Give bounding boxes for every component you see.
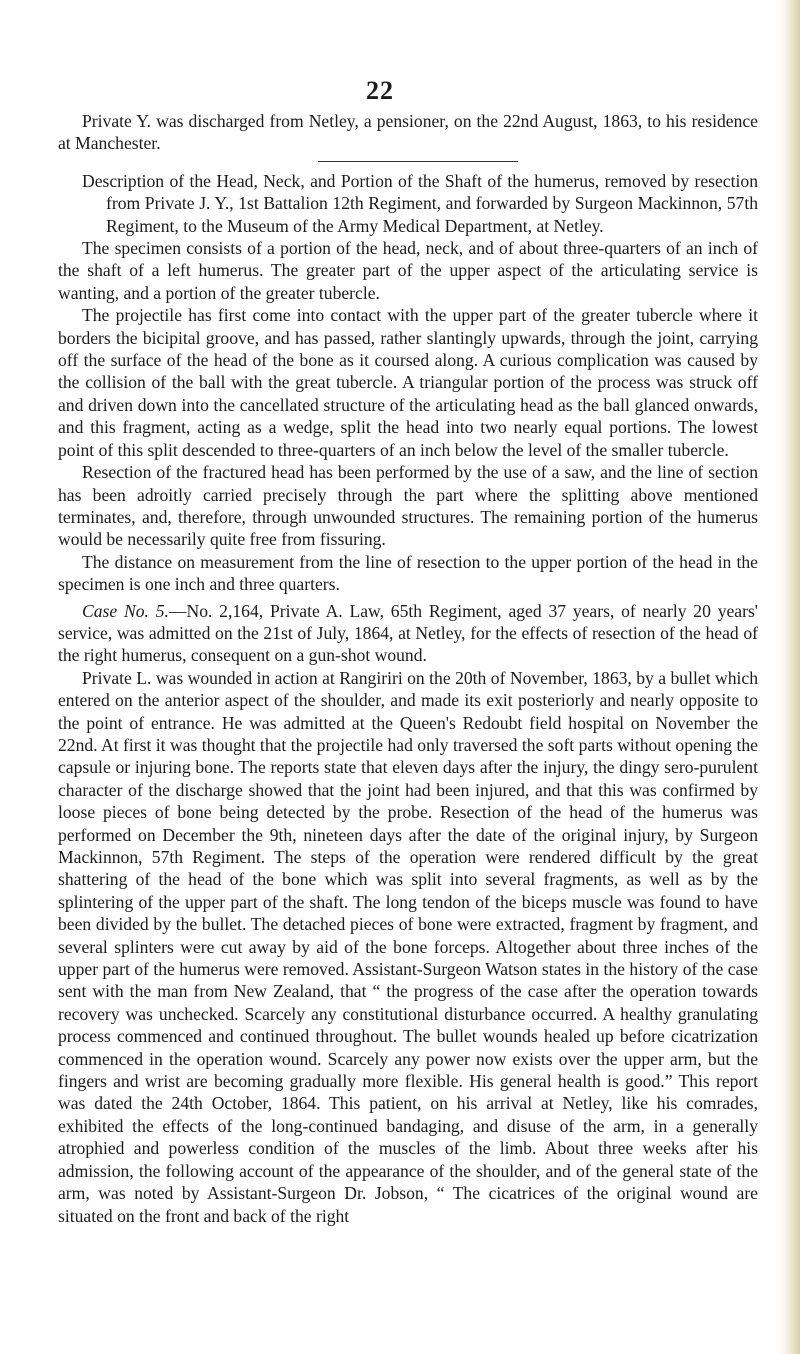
body-text	[58, 110, 758, 1227]
section-divider	[318, 161, 518, 162]
paragraph-resection: Resection of the fractured head has been performed by the use of a saw, and the line of section has been adroitly carried precisely through the part where the splitting above mentioned terminates, and, therefore, through unwounded structures. The remaining portion of the humerus would be necessarily quite free from fissuring.	[58, 462, 758, 550]
paragraph-projectile: The projectile has first come into contact with the upper part of the greater tubercle where it borders the bicipital groove, and has passed, rather slantingly upwards, through the joint, carrying off the surface of the head of the bone as it coursed along. A curious complication was caused by the collision of the ball with the great tubercle. A triangular portion of the process was struck off and driven down into the cancellated structure of the articulating head as the ball glanced onwards, and this fragment, acting as a wedge, split the head into two nearly equal portions. The lowest point of this split descended to three-quarters of an inch below the level of the smaller tubercle.	[58, 305, 758, 460]
paragraph-discharge: Private Y. was discharged from Netley, a pensioner, on the 22nd August, 1863, to his residence at Manchester.	[58, 111, 758, 154]
paragraph-description-heading: Description of the Head, Neck, and Portion of the Shaft of the humerus, removed by resection from Private J. Y., 1st Battalion 12th Regiment, and forwarded by Surgeon Mackinnon, 57th Regiment, to the Museum of the Army Medical Department, at Netley.	[82, 170, 758, 236]
paragraph-specimen: The specimen consists of a portion of the head, neck, and of about three-quarters of an inch of the shaft of a left humerus. The greater part of the upper aspect of the articulating service is wanting, and a portion of the greater tubercle.	[58, 238, 758, 303]
paragraph-distance: The distance on measurement from the line of resection to the upper portion of the head in the specimen is one inch and three quarters.	[58, 551, 758, 595]
page-edge	[778, 0, 800, 1354]
case-label: Case No. 5.	[82, 600, 169, 621]
paragraph-case-intro	[58, 600, 758, 667]
page-number: 22	[366, 76, 394, 105]
case-intro-text: —No. 2,164, Private A. Law, 65th Regiment, aged 37 years, of nearly 20 years' service, was admitted on the 21st of July, 1864, at Netley, for the effects of resection of the head of the right humerus, consequent on a gun-shot wound.	[58, 600, 758, 666]
paragraph-case-history: Private L. was wounded in action at Rangiriri on the 20th of November, 1863, by a bullet which entered on the anterior aspect of the shoulder, and made its exit posteriorly and nearly opposite to the point of entrance. He was admitted at the Queen's Redoubt field hospital on November the 22nd. At first it was thought that the projectile had only traversed the soft parts without opening the capsule or injuring bone. The reports state that eleven days after the injury, the dingy sero-purulent character of the discharge showed that the joint had been injured, and that this was confirmed by loose pieces of bone being detected by the probe. Resection of the head of the humerus was performed on December the 9th, nineteen days after the date of the original injury, by Surgeon Mackinnon, 57th Regiment. The steps of the operation were rendered difficult by the great shattering of the head of the bone which was split into several fragments, as well as by the splintering of the upper part of the shaft. The long tendon of the biceps muscle was found to have been divided by the bullet. The detached pieces of bone were extracted, fragment by fragment, and several splinters were cut away by aid of the bone forceps. Altogether about three inches of the upper part of the humerus were removed. Assistant-Surgeon Watson states in the history of the case sent with the man from New Zealand, that “ the progress of the case after the operation towards recovery was unchecked. Scarcely any constitutional disturbance occurred. A healthy granulating process commenced and continued throughout. The bullet wounds healed up before cicatrization commenced in the operation wound. Scarcely any power now exists over the upper arm, but the fingers and wrist are becoming gradually more flexible. His general health is good.” This report was dated the 24th October, 1864. This patient, on his arrival at Netley, like his comrades, exhibited the effects of the long-continued bandaging, and disuse of the arm, in a generally atrophied and powerless condition of the muscles of the limb. About three weeks after his admission, the following account of the appearance of the shoulder, and of the general state of the arm, was noted by Assistant-Surgeon Dr. Jobson, “ The cicatrices of the original wound are situated on the front and back of the right	[58, 667, 758, 1226]
